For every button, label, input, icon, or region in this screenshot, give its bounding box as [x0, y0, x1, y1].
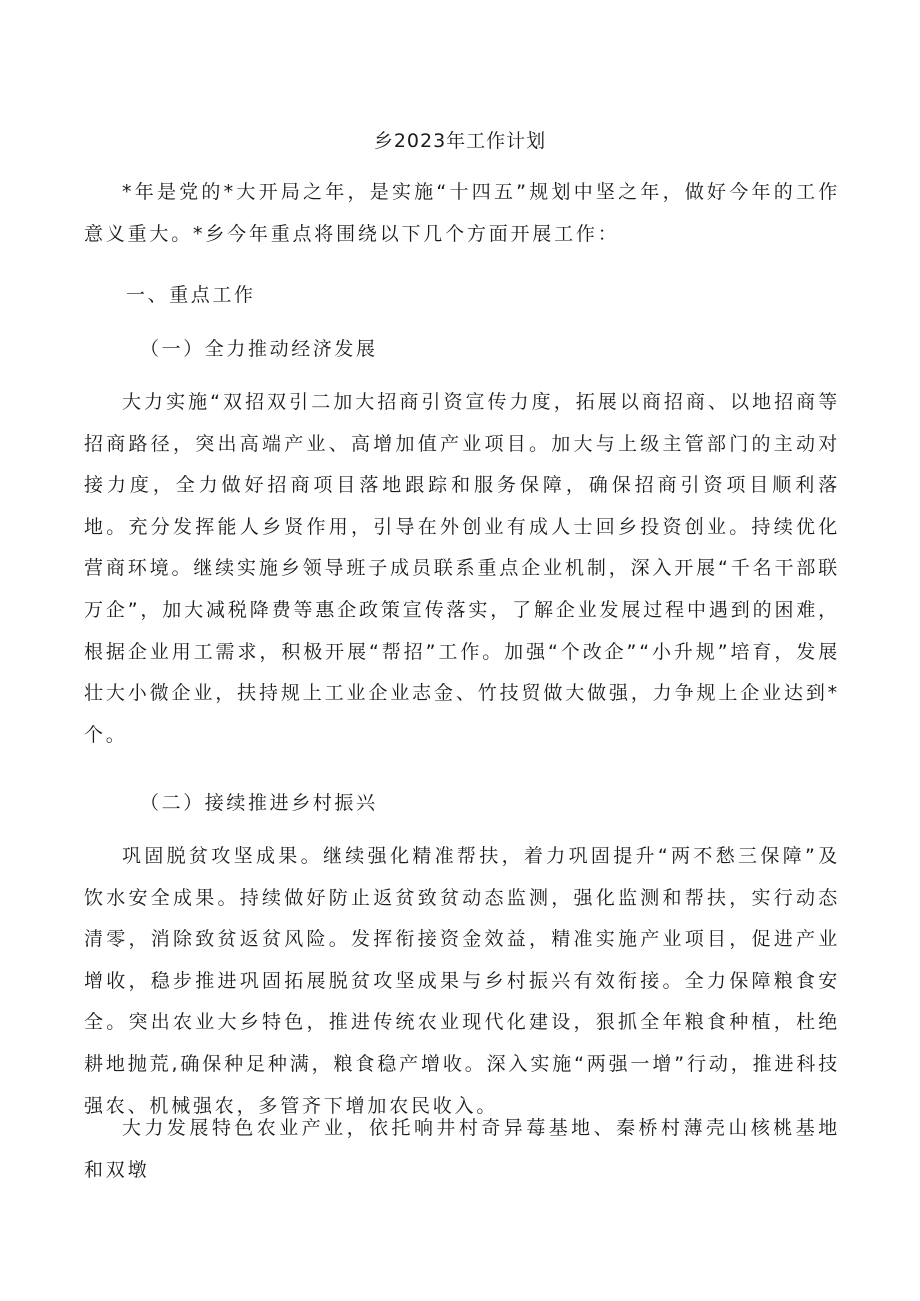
economy-paragraph: 大力实施“双招双引二加大招商引资宣传力度，拓展以商招商、以地招商等招商路径，突出高端产业、高增加值产业项目。加大与上级主管部门的主动对接力度，全力做好招商项目落地跟踪和服务保障，确保招商引资项目顺利落地。充分发挥能人乡贤作用，引导在外创业有成人士回乡投资创业。持续优化营商环境。继续实施乡领导班子成员联系重点企业机制，深入开展“千名干部联万企”，加大减税降费等惠企政策宣传落实，了解企业发展过程中遇到的困难，根据企业用工需求，积极开展“帮招”工作。加强“个改企”“小升规”培育，发展壮大小微企业，扶持规上工业企业志金、竹技贸做大做强，力争规上企业达到*个。 — [84, 391, 840, 746]
rural-paragraph-2: 大力发展特色农业产业，依托响井村奇异莓基地、秦桥村薄壳山核桃基地和双墩 — [84, 1117, 840, 1181]
subsection-heading-rural-text: （二）接续推进乡村振兴 — [140, 792, 378, 814]
intro-paragraph: *年是党的*大开局之年，是实施“十四五”规划中坚之年，做好今年的工作意义重大。*乡今年重点将围绕以下几个方面开展工作： — [84, 181, 840, 245]
subsection-heading-economy — [126, 332, 378, 366]
document-title: 乡2023年工作计划 — [373, 130, 547, 152]
subsection-heading-rural-revitalization — [126, 786, 378, 820]
section-heading-key-work: 一、重点工作 — [126, 284, 256, 306]
rural-paragraph-1: 巩固脱贫攻坚成果。继续强化精准帮扶，着力巩固提升“两不愁三保障”及饮水安全成果。持续做好防止返贫致贫动态监测，强化监测和帮扶，实行动态清零，消除致贫返贫风险。发挥衔接资金效益，精准实施产业项目，促进产业增收，稳步推进巩固拓展脱贫攻坚成果与乡村振兴有效衔接。全力保障粮食安全。突出农业大乡特色，推进传统农业现代化建设，狠抓全年粮食种植，杜绝耕地抛荒,确保种足种满，粮食稳产增收。深入实施“两强一增”行动，推进科技强农、机械强农，多管齐下增加农民收入。 — [84, 845, 840, 1117]
subsection-heading-economy-text: （一）全力推动经济发展 — [140, 338, 378, 360]
